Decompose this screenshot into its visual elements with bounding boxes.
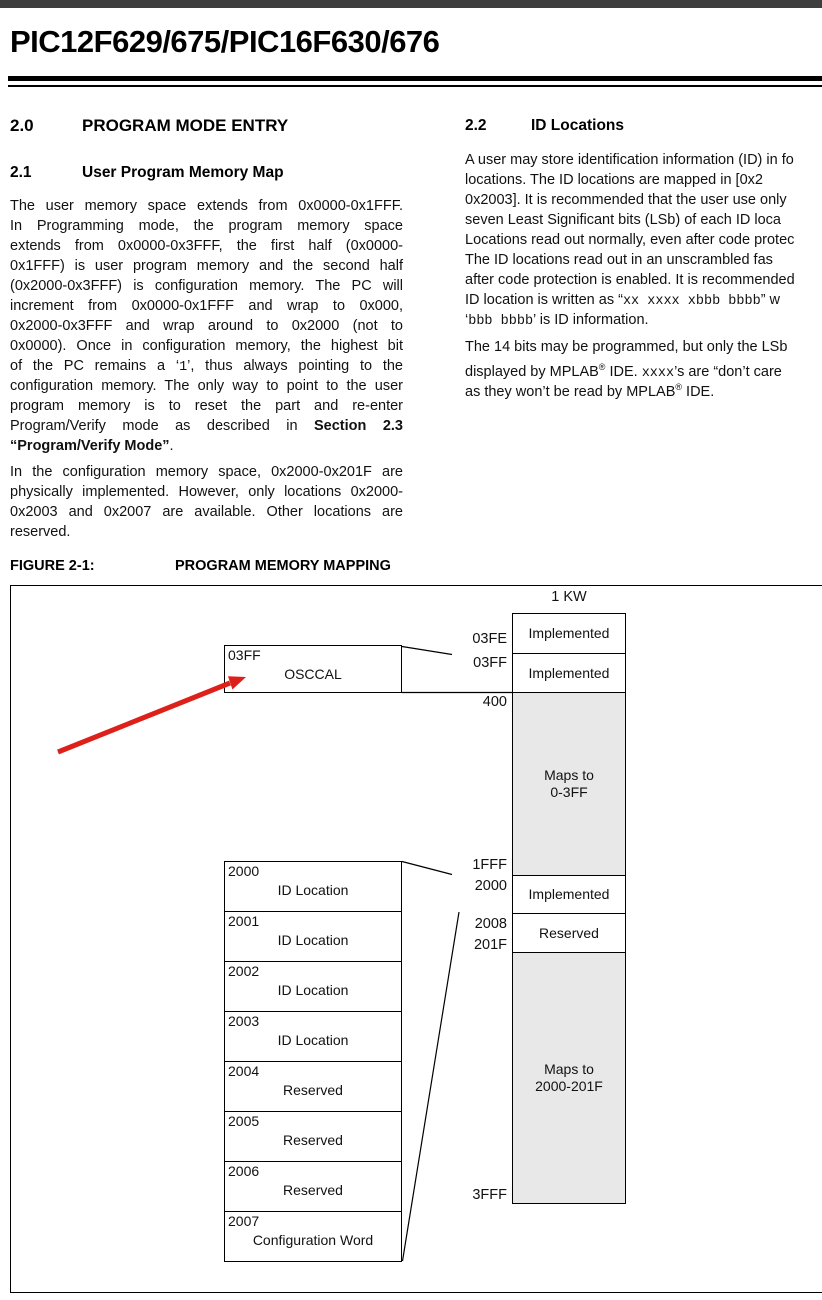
text-line: In the configuration memory space, 0x2000-0x201F are (10, 464, 403, 480)
box-address: 2004 (228, 1063, 260, 1079)
address-label-03fe: 03FE (472, 631, 507, 647)
paragraph-id-locations-2 (465, 337, 822, 400)
box-name: OSCCAL (284, 666, 342, 682)
box-name: Reserved (283, 1082, 343, 1098)
text-line: ID location is written as “xx xxxx xbbb bbbb” w (465, 292, 781, 309)
memory-segment-maps-0-3ff (512, 692, 626, 876)
box-name: ID Location (277, 1032, 349, 1048)
address-label-400: 400 (482, 694, 507, 710)
text-line: as they won’t be read by MPLAB® IDE. (465, 382, 715, 400)
section-heading-2-2 (465, 117, 624, 135)
box-address: 2001 (228, 913, 260, 929)
text-line: ‘bbb bbbb’ is ID information. (465, 312, 649, 329)
section-title: PROGRAM MODE ENTRY (82, 116, 289, 135)
box-address: 2006 (228, 1163, 260, 1179)
box-name: ID Location (277, 882, 349, 898)
memory-column-size-label: 1 KW (551, 589, 587, 605)
text-line: seven Least Significant bits (LSb) of each ID loca (465, 212, 781, 228)
memory-segment-reserved-2008 (512, 913, 626, 953)
title-rule-thin (8, 85, 822, 87)
text-line: (0x2000-0x3FFF) is configuration memory. The PC will (10, 278, 403, 294)
memory-box-2000 (224, 861, 402, 912)
text-line: A user may store identification information (ID) in fo (465, 152, 794, 168)
segment-label: 0-3FF (550, 784, 588, 800)
text-line: The 14 bits may be programmed, but only the LSb (465, 339, 788, 355)
text-line: In Programming mode, the program memory space (10, 218, 403, 234)
memory-segment-maps-2000-201f (512, 952, 626, 1204)
box-address: 2005 (228, 1113, 260, 1129)
segment-label: Maps to (544, 1061, 594, 1077)
figure-title: PROGRAM MEMORY MAPPING (175, 558, 391, 574)
address-label-3fff: 3FFF (472, 1187, 507, 1203)
text-line: displayed by MPLAB® IDE. xxxx’s are “don’t care (465, 362, 782, 381)
section-title: ID Locations (531, 117, 625, 134)
box-address: 2000 (228, 863, 260, 879)
text-line: The user memory space extends from 0x0000-0x1FFF. (10, 198, 403, 214)
paragraph-user-memory-2 (10, 462, 403, 542)
text-line: physically implemented. However, only locations 0x2000- (10, 484, 403, 500)
title-rule-thick (8, 76, 822, 81)
text-line: “Program/Verify Mode”. (10, 438, 174, 454)
segment-label: Implemented (528, 664, 610, 681)
text-line: of the PC remains a ‘1’, thus always pointing to the (10, 358, 403, 375)
section-number: 2.2 (465, 117, 487, 134)
memory-box-2004 (224, 1061, 402, 1112)
memory-box-2006 (224, 1161, 402, 1212)
page-title: PIC12F629/675/PIC16F630/676 (10, 24, 440, 59)
box-address: 2007 (228, 1213, 260, 1229)
box-address: 2003 (228, 1013, 260, 1029)
address-label-201f: 201F (473, 937, 507, 953)
address-label-2008: 2008 (474, 916, 507, 932)
text-line: Program/Verify mode as described in Section 2.3 (10, 418, 403, 434)
box-address: 2002 (228, 963, 260, 979)
paragraph-id-locations-1 (465, 150, 822, 330)
figure-label: FIGURE 2-1: (10, 558, 95, 574)
section-number: 2.1 (10, 164, 32, 181)
text-line: reserved. (10, 524, 71, 540)
segment-label: Maps to (544, 767, 594, 783)
figure-caption (10, 558, 391, 574)
text-line: increment from 0x0000-0x1FFF and wrap to 0x000, (10, 298, 403, 314)
box-address: 03FF (228, 647, 261, 663)
text-line: 0x2003]. It is recommended that the user use only (465, 192, 787, 208)
memory-box-2005 (224, 1111, 402, 1162)
memory-segment-implemented-2000 (512, 875, 626, 914)
memory-box-2002 (224, 961, 402, 1012)
memory-segment-implemented-03ff (512, 653, 626, 693)
box-name: ID Location (277, 982, 349, 998)
memory-segment-implemented-03fe (512, 613, 626, 654)
text-line: locations. The ID locations are mapped in [0x2 (465, 172, 763, 188)
section-heading-2-1 (10, 164, 284, 182)
box-name: ID Location (277, 932, 349, 948)
figure-frame (10, 585, 822, 1293)
box-name: Configuration Word (252, 1232, 374, 1248)
box-name: Reserved (283, 1132, 343, 1148)
segment-label: 2000-201F (535, 1078, 603, 1094)
section-heading-2-0 (10, 116, 288, 136)
text-line: after code protection is enabled. It is recommended (465, 272, 795, 288)
box-name: Reserved (283, 1182, 343, 1198)
memory-box-2007 (224, 1211, 402, 1262)
text-line: configuration memory. The only way to point to the user (10, 378, 403, 394)
text-line: 0x2003 and 0x2007 are available. Other locations are (10, 504, 403, 520)
section-number: 2.0 (10, 116, 34, 135)
memory-box-osccal (224, 645, 402, 693)
text-line: The ID locations read out in an unscrambled fas (465, 252, 773, 268)
text-line: program memory is to reset the part and re-enter (10, 398, 403, 414)
memory-box-2003 (224, 1011, 402, 1062)
address-label-03ff: 03FF (473, 655, 507, 671)
segment-label: Implemented (528, 886, 610, 902)
text-line: 0x1FFF) is user program memory and the second half (10, 258, 403, 274)
text-line: Locations read out normally, even after code protec (465, 232, 795, 248)
top-bar (0, 0, 822, 8)
paragraph-user-memory-1 (10, 196, 403, 456)
text-line: 0x2000-0x3FFF and wrap around to 0x2000 (not to (10, 318, 403, 334)
segment-label: Implemented (528, 625, 610, 641)
section-title: User Program Memory Map (82, 164, 284, 181)
text-line: extends from 0x0000-0x3FFF, the first half (0x0000- (10, 238, 403, 254)
address-label-1fff: 1FFF (472, 857, 507, 873)
memory-box-2001 (224, 911, 402, 962)
text-line: 0x0000). Once in configuration memory, the highest bit (10, 338, 403, 354)
address-label-2000: 2000 (474, 878, 507, 894)
segment-label: Reserved (539, 924, 599, 941)
